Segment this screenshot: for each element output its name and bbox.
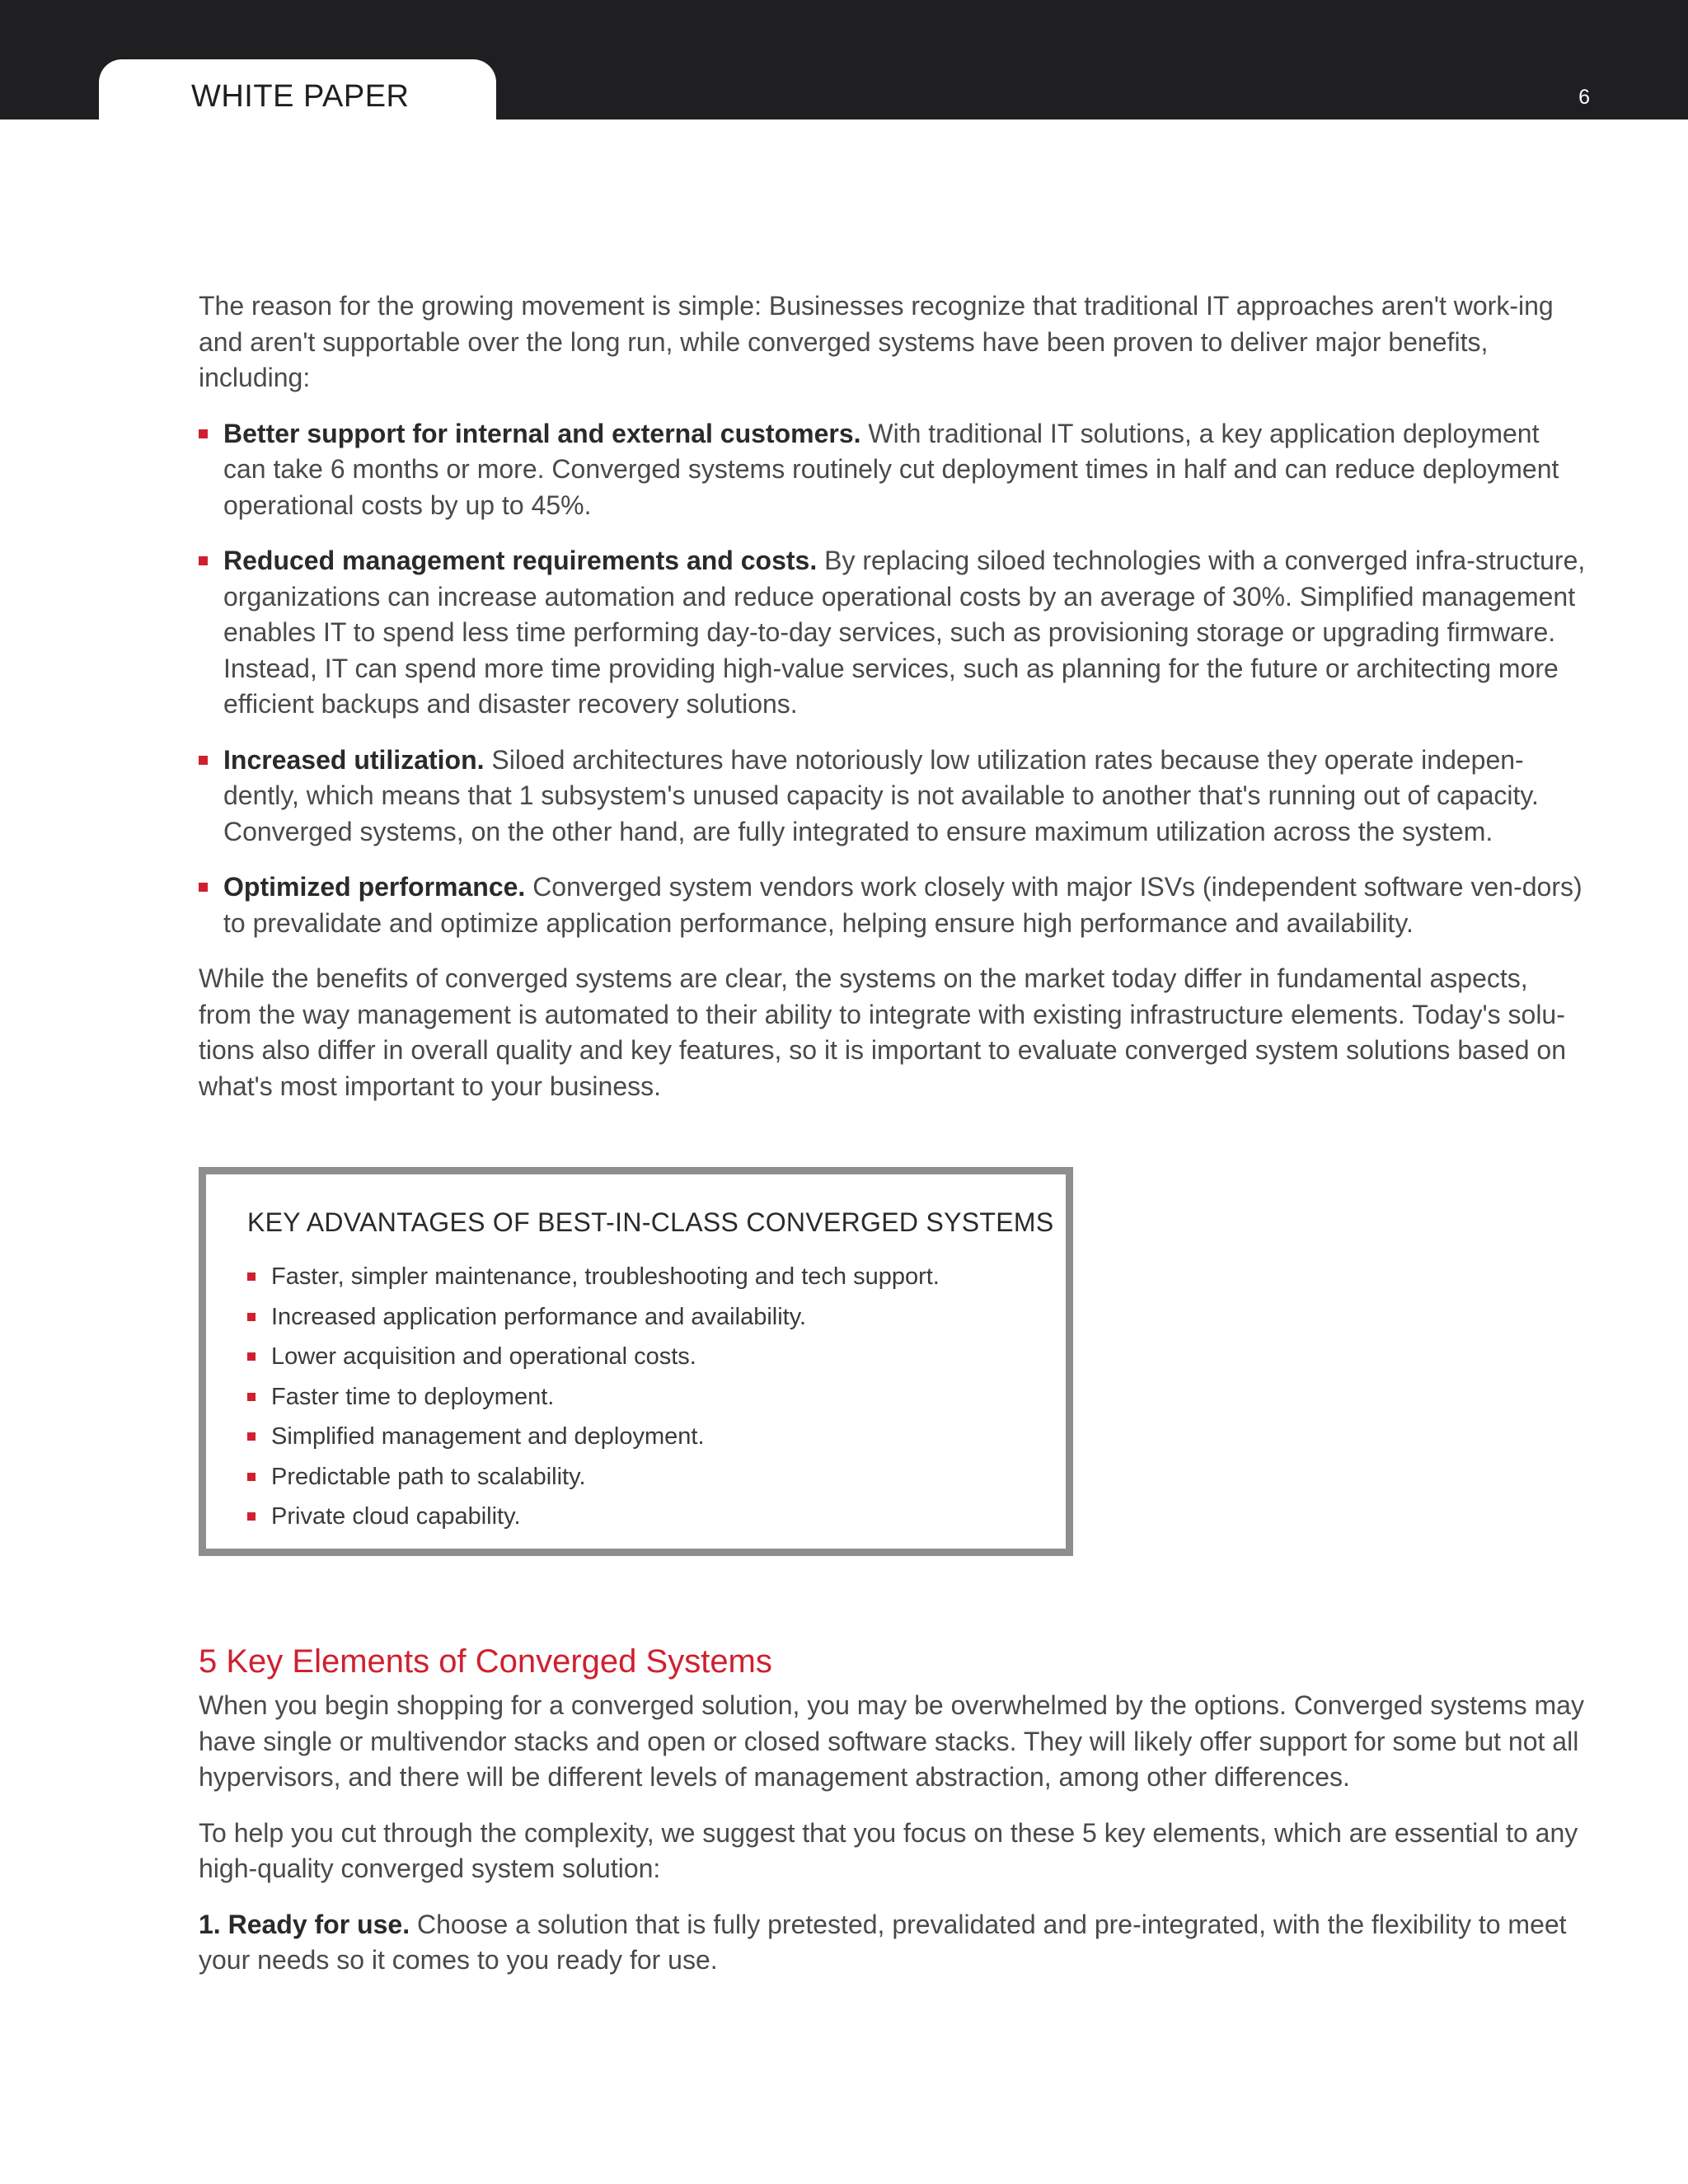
benefit-lead: Better support for internal and external customers. (223, 418, 861, 448)
benefit-item (199, 869, 1587, 941)
advantage-item (247, 1337, 940, 1377)
page-number: 6 (1578, 86, 1590, 109)
bullet-square-icon (247, 1473, 256, 1481)
benefit-text: Siloed architectures have notoriously low utilization rates because they operate indepen-dently, which means that 1 subsystem's unused capacity is not available to another that's running out of capacity. Converged systems, on the other hand, are fully integrated to ensure maximum utilization across the system. (223, 744, 1539, 846)
key-advantages-box (199, 1167, 1073, 1556)
bullet-square-icon (247, 1512, 256, 1521)
advantage-item (247, 1377, 940, 1418)
bullet-square-icon (199, 756, 208, 765)
numbered-item-text: Choose a solution that is fully pretested, prevalidated and pre-integrated, with the flexibility to meet your needs so it comes to you ready for use. (199, 1909, 1567, 1975)
bullet-square-icon (247, 1432, 256, 1441)
advantage-text: Faster, simpler maintenance, troubleshooting and tech support. (271, 1263, 940, 1290)
advantage-text: Private cloud capability. (271, 1503, 521, 1530)
benefit-text: By replacing siloed technologies with a converged infra-structure, organizations can increase automation and reduce operational costs by an average of 30%. Simplified management enables IT to spend less time performing day-to-day services, such as provisioning storage or upgrading firmware. Instead, IT can spend more time providing high-value services, such as planning for the future or architecting more efficient backups and disaster recovery solutions. (223, 546, 1586, 719)
benefits-list (199, 416, 1587, 942)
bullet-square-icon (247, 1272, 256, 1281)
benefit-text: With traditional IT solutions, a key application deployment can take 6 months or more. Converged systems routinely cut deployment times in half and can reduce deployment operational costs by up to 45%. (223, 418, 1559, 520)
section-paragraph: When you begin shopping for a converged solution, you may be overwhelmed by the options. Converged systems may have single or multivendor stacks and open or closed software stacks. They will likely offer support for some but not all hypervisors, and there will be different levels of management abstraction, among other differences. (199, 1690, 1584, 1792)
benefit-item (199, 743, 1587, 851)
advantage-item (247, 1297, 940, 1338)
benefit-text: Converged system vendors work closely with major ISVs (independent software ven-dors) to prevalidate and optimize application performance, helping ensure high performance and availability. (223, 872, 1582, 938)
key-advantages-title: KEY ADVANTAGES OF BEST-IN-CLASS CONVERGED SYSTEMS (247, 1207, 1054, 1237)
benefit-lead: Optimized performance. (223, 872, 526, 902)
main-content (199, 288, 1587, 1124)
advantage-text: Faster time to deployment. (271, 1383, 555, 1410)
header-bar (0, 0, 1688, 120)
numbered-item (199, 1907, 1587, 1979)
benefit-item (199, 416, 1587, 524)
advantage-item (247, 1457, 940, 1497)
bullet-square-icon (199, 883, 208, 892)
key-elements-section (199, 1640, 1587, 1999)
advantage-item (247, 1497, 940, 1537)
advantage-text: Increased application performance and availability. (271, 1303, 807, 1330)
advantage-item (247, 1257, 940, 1297)
section-paragraph: To help you cut through the complexity, we suggest that you focus on these 5 key elements, which are essential to any high-quality converged system solution: (199, 1817, 1578, 1883)
intro-paragraph: The reason for the growing movement is simple: Businesses recognize that traditional IT approaches aren't work-ing and aren't supportable over the long run, while converged systems have been proven to deliver major benefits, including: (199, 291, 1554, 392)
benefit-item (199, 543, 1587, 723)
document-type-tab (99, 59, 496, 125)
closing-paragraph: While the benefits of converged systems are clear, the systems on the market today differ in fundamental aspects, from the way management is automated to their ability to integrate with existing infrastructure elements. Today's solu-tions also differ in overall quality and key features, so it is important to evaluate converged system solutions based on what's most important to your business. (199, 963, 1566, 1101)
bullet-square-icon (247, 1393, 256, 1401)
benefit-lead: Increased utilization. (223, 744, 485, 775)
key-advantages-list (247, 1257, 940, 1537)
advantage-text: Predictable path to scalability. (271, 1463, 586, 1490)
document-type-label: WHITE PAPER (191, 79, 410, 114)
advantage-text: Lower acquisition and operational costs. (271, 1343, 696, 1370)
bullet-square-icon (199, 429, 208, 438)
advantage-text: Simplified management and deployment. (271, 1423, 705, 1450)
advantage-item (247, 1417, 940, 1457)
bullet-square-icon (199, 556, 208, 565)
bullet-square-icon (247, 1352, 256, 1361)
section-heading: 5 Key Elements of Converged Systems (199, 1643, 772, 1680)
benefit-lead: Reduced management requirements and costs. (223, 546, 818, 575)
bullet-square-icon (247, 1313, 256, 1321)
numbered-item-lead: 1. Ready for use. (199, 1909, 410, 1939)
